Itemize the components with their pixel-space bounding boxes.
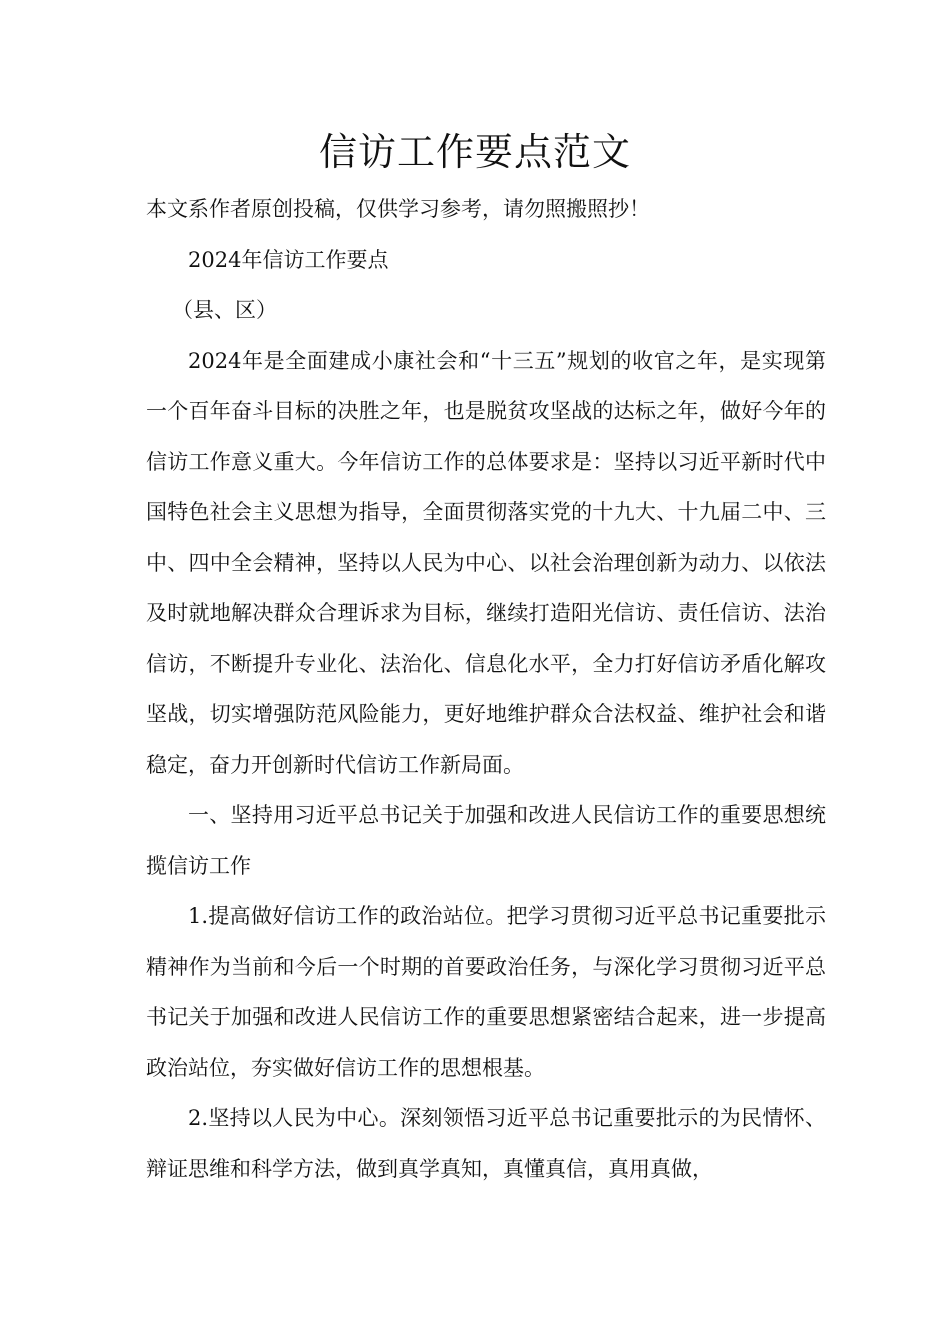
paragraph-section-one-heading: 一、坚持用习近平总书记关于加强和改进人民信访工作的重要思想统揽信访工作 xyxy=(146,803,826,878)
notice-text: 本文系作者原创投稿，仅供学习参考，请勿照搬照抄！ xyxy=(146,197,650,221)
section-subheading: （县、区） xyxy=(172,298,277,322)
document-title: 信访工作要点范文 xyxy=(318,130,631,174)
paragraph-intro: 2024年是全面建成小康社会和“十三五”规划的收官之年，是实现第一个百年奋斗目标的决胜之年，也是脱贫攻坚战的达标之年，做好今年的信访工作意义重大。今年信访工作的总体要求是：坚持以习近平新时代中国特色社会主义思想为指导，全面贯彻落实党的十九大、十九届二中、三中、四中全会精神，坚持以人民为中心、以社会治理创新为动力、以依法及时就地解决群众合理诉求为目标，继续打造阳光信访、责任信访、法治信访，不断提升专业化、法治化、信息化水平，全力打好信访矛盾化解攻坚战，切实增强防范风险能力，更好地维护群众合法权益、维护社会和谐稳定，奋力开创新时代信访工作新局面。 xyxy=(146,348,826,777)
paragraph-item-two: 2.坚持以人民为中心。深刻领悟习近平总书记重要批示的为民情怀、辩证思维和科学方法，做到真学真知，真懂真信，真用真做， xyxy=(146,1106,826,1181)
section-heading: 2024年信访工作要点 xyxy=(188,247,389,272)
document-body xyxy=(146,184,826,1194)
paragraph-item-one: 1.提高做好信访工作的政治站位。把学习贯彻习近平总书记重要批示精神作为当前和今后一个时期的首要政治任务，与深化学习贯彻习近平总书记关于加强和改进人民信访工作的重要思想紧密结合起来，进一步提高政治站位，夯实做好信访工作的思想根基。 xyxy=(146,904,826,1080)
